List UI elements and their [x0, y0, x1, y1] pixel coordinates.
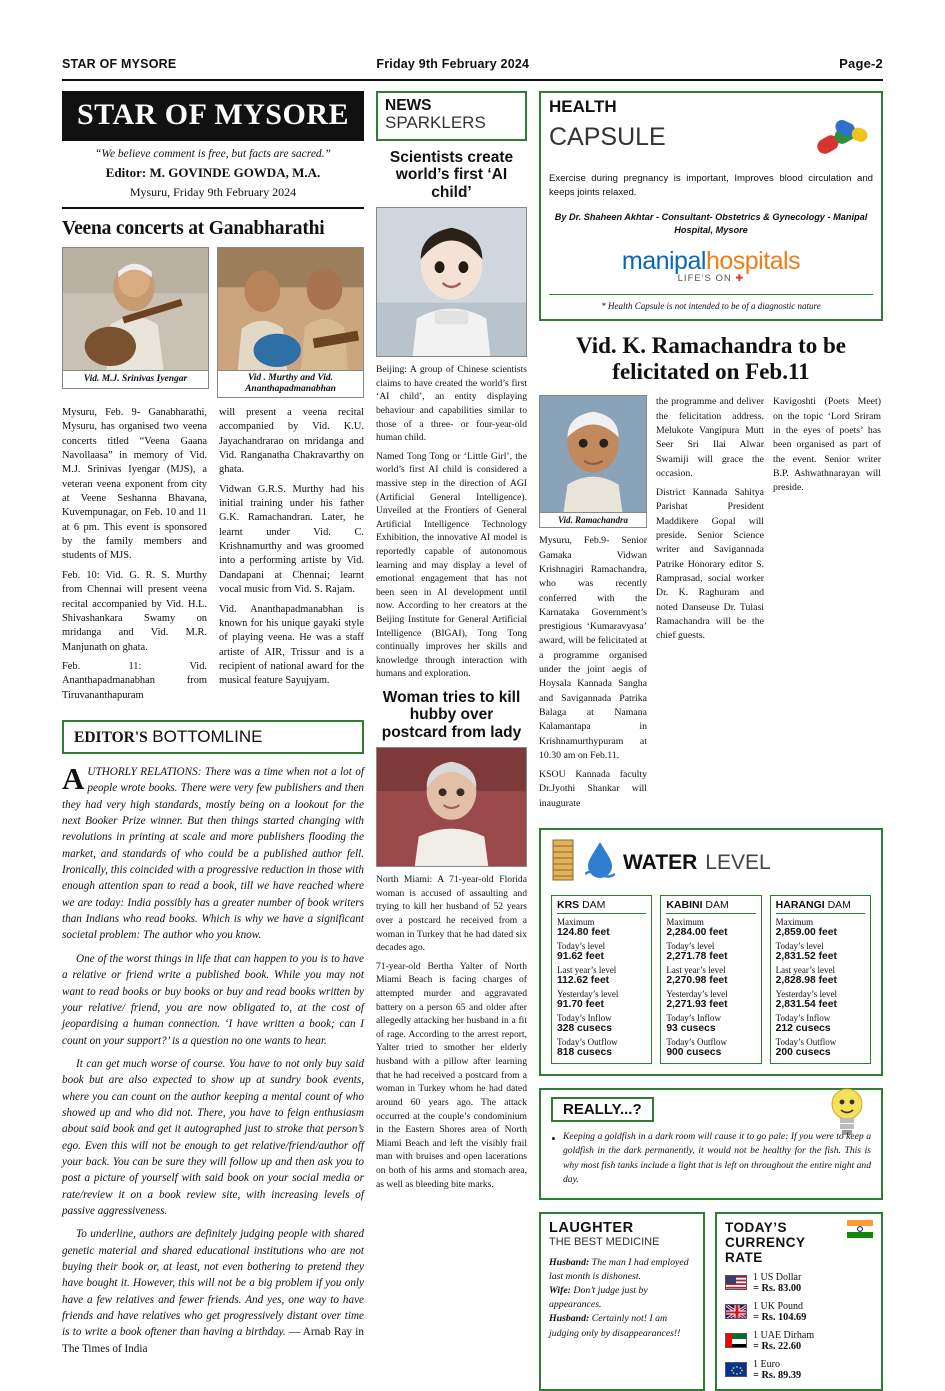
- ramachandra-body: [539, 395, 883, 816]
- currency-value-aed: = Rs. 22.60: [753, 1340, 802, 1352]
- currency-value-gbp: = Rs. 104.69: [753, 1311, 807, 1323]
- dam-kabini-v4: 93 cusecs: [666, 1023, 716, 1035]
- currency-row-aed: [725, 1330, 873, 1352]
- photo-ai-child: [376, 207, 527, 357]
- dam-harangi-l1: Today’s level: [775, 941, 824, 952]
- editors-kicker: EDITOR'S: [74, 729, 148, 747]
- dam-krs-l2: Last year’s level: [557, 965, 617, 976]
- dam-harangi-v4: 212 cusecs: [775, 1023, 831, 1035]
- veena-body: [62, 406, 364, 708]
- currency-value-usd: = Rs. 83.00: [753, 1282, 802, 1294]
- dam-kabini-v0: 2,284.00 feet: [666, 927, 728, 939]
- dam-kabini-v2: 2,270.98 feet: [666, 975, 728, 987]
- joke-line-3: Certainly not! I am judging only by disappearances!!: [549, 1313, 681, 1339]
- dam-kabini-l0: Maximum: [666, 917, 704, 928]
- paper-name: STAR OF MYSORE: [62, 57, 177, 71]
- dam-kabini-name: KABINI: [666, 899, 703, 912]
- dam-krs-name: KRS: [557, 899, 580, 912]
- ramachandra-col2: [656, 395, 764, 816]
- water-title-2: LEVEL: [705, 850, 771, 874]
- dam-krs-v4: 328 cusecs: [557, 1023, 612, 1035]
- really-text: • Keeping a goldfish in a dark room will cause it to go pale: If you were to keep a goldfish in the dark permanently, it would not be healthy for the fish. This is why most fish tanks include a light that is left on throughout the entire night and day.: [551, 1130, 871, 1188]
- editors-bottomline-header: [62, 720, 364, 754]
- health-disclaimer: * Health Capsule is not intended to be of a diagnostic nature: [549, 294, 873, 311]
- health-byline: By Dr. Shaheen Akhtar - Consultant- Obstetrics & Gynecology - Manipal Hospital, Mysore: [554, 211, 868, 235]
- veena-body-col1: [62, 406, 207, 708]
- editors-dropcap: A: [62, 761, 85, 797]
- joke-speaker-2: Wife:: [549, 1285, 571, 1297]
- editors-p4-text: To underline, authors are definitely judging people with shared genetic material and shared educational institutions who are not buying their book or, at least, not even bothering to pretend they have bought it. However, this will not be a big problem if you only have a few relatives and fewer friends. And yes, one way to have friends and have relatives who get progressively distant over time is to write a book oftener than having a birthday.: [62, 1228, 364, 1339]
- ai-child-p1: Beijing: A group of Chinese scientists claims to have created the world’s first ‘AI child’, an entity displaying behaviour and capabilities similar to those of a three- or four-year-old human child.: [376, 364, 527, 444]
- water-drop-icon: [585, 840, 615, 885]
- currency-name-eur: 1 Euro: [753, 1358, 780, 1370]
- joke-text: [549, 1256, 695, 1341]
- page-number: Page-2: [839, 56, 883, 71]
- veena-body-col2: [219, 406, 364, 708]
- ai-child-body: [376, 363, 527, 681]
- news-kicker: NEWS: [385, 97, 432, 114]
- dam-krs-v1: 91.62 feet: [557, 951, 604, 963]
- ramachandra-p5: Kavigoshti (Poets Meet) on the topic ‘Lord Sriram in the eyes of poets’ has been organised as part of the event. Senior writer B.P. Ashwathnarayan will preside.: [773, 396, 881, 494]
- photo-ramachandra: [539, 395, 647, 513]
- ramachandra-photo-caption: Vid. Ramachandra: [539, 513, 647, 528]
- ramachandra-p2: KSOU Kannada faculty Dr.Jyothi Shankar will inaugurate: [539, 769, 647, 809]
- veena-p5: Vidwan G.R.S. Murthy had his initial training under his father G.K. Ramachandran. Later, he learnt under Vid. C. Krishnamurthy and was groomed into a performing artiste by Vid. Dandapani at Chennai; learnt vocal music from Vid. S. Rajam.: [219, 483, 364, 596]
- dam-krs-l5: Today’s Outflow: [557, 1037, 618, 1048]
- currency-row-gbp: [725, 1301, 873, 1323]
- water-level-box: [539, 828, 883, 1076]
- dam-kabini-l3: Yesterday’s level: [666, 989, 728, 1000]
- currency-title: TODAY’S: [725, 1219, 788, 1235]
- manipal-tagline: LIFE'S ON: [677, 272, 732, 284]
- really-title: REALLY...?: [551, 1097, 654, 1122]
- health-tip: Exercise during pregnancy is important, Improves blood circulation and keeps joints relaxed.: [549, 173, 873, 199]
- eu-flag-icon: [725, 1362, 747, 1377]
- ramachandra-col1: [539, 534, 647, 811]
- veena-caption-1: Vid. M.J. Srinivas Iyengar: [62, 371, 209, 389]
- really-box: [539, 1088, 883, 1200]
- editors-p3: It can get much worse of course. You have to not only buy said book but are also expected to show up at sundry book events, where you can count on the author keeping a mental count of who showed up and who did not. There, you have to feign enthusiasm about said book and get it autographed just to stroke that person’s ego. Even this will not be enough to get relative/friend/author off your back. You can be sure they will follow up and then ask you to post a picture of yourself with said book on your social media or rate/review it on a book review site, with increasing levels of passive aggressiveness.: [62, 1057, 364, 1217]
- dam-harangi-v1: 2,831.52 feet: [775, 951, 837, 963]
- laughter-title: LAUGHTER: [549, 1219, 634, 1236]
- water-level-header: [551, 838, 871, 887]
- joke-line-1: The man I had employed last month is dishonest.: [549, 1256, 689, 1282]
- dam-krs-l1: Today’s level: [557, 941, 606, 952]
- dam-kabini-suffix: DAM: [705, 899, 729, 912]
- ai-child-headline: Scientists create world’s first ‘AI child’: [389, 149, 514, 201]
- ramachandra-p3: the programme and deliver the felicitation address. Melukote Vangipura Mutt Seer Sri Ilai Alwar Swamiji will grace the occasion.: [656, 396, 764, 479]
- bottom-boxes: [539, 1212, 883, 1391]
- joke-speaker-3: Husband:: [549, 1313, 590, 1325]
- uk-flag-icon: [725, 1304, 747, 1319]
- masthead-motto: “We believe comment is free, but facts are sacred.”: [95, 148, 331, 160]
- page-columns: [62, 91, 883, 1391]
- woman-kill-p2: 71-year-old Bertha Yalter of North Miami Beach is facing charges of attempted murder and aggravated battery on a person 65 and older after allegedly attacking her husband in a fit of rage. According to the arrest report, Yalter tried to smother her elderly husband with a pillow after learning that he had received a postcard from a woman in Turkey whom he had dated around 60 years ago. The attack occurred at the couple’s condominium in the Eastern Shores area of North Miami Beach and left the visibly frail man with bruises and open lacerations on both of his arms and stomach area, as well as bleeding bite marks.: [376, 960, 527, 1190]
- veena-photo-2: [217, 247, 364, 398]
- masthead-editor: Editor: M. GOVINDE GOWDA, M.A.: [105, 165, 321, 180]
- column-middle: [376, 91, 527, 1391]
- veena-caption-2: Vid . Murthy and Vid. Ananthapadmanabhan: [217, 371, 364, 398]
- dam-krs-l3: Yesterday’s level: [557, 989, 619, 1000]
- us-flag-icon: [725, 1275, 747, 1290]
- dam-kabini-l2: Last year’s level: [666, 965, 726, 976]
- dam-harangi-v3: 2,831.54 feet: [775, 999, 837, 1011]
- veena-p6: Vid. Ananthapadmanabhan is known for his unique gayaki style of playing veena. He was a staff artiste of AIR, Trissur and is a recipient of national award for the musical feature Sayujyam.: [219, 603, 364, 687]
- dam-krs-suffix: DAM: [582, 899, 606, 912]
- dam-harangi-v2: 2,828.98 feet: [775, 975, 837, 987]
- veena-headline: Veena concerts at Ganabharathi: [62, 218, 325, 239]
- dam-krs-v0: 124.80 feet: [557, 927, 610, 939]
- currency-value-eur: = Rs. 89.39: [753, 1369, 802, 1381]
- dam-krs-l0: Maximum: [557, 917, 595, 928]
- manipal-logo: [549, 247, 873, 284]
- ramachandra-headline: Vid. K. Ramachandra to be felicitated on Feb.11: [575, 332, 847, 384]
- ramachandra-p1: Mysuru, Feb.9- Senior Gamaka Vidwan Krishnagiri Ramachandra, who was recently conferred with the Karnataka Government’s prestigious ‘Kumaravyasa’ award, will be felicitated at a programme organised under the joint aegis of Hoysala Kannada Sangha and Savigannada Patrika Balaga at Namana Kalamantapa in Krishnamurthypuram at 10.30 am on Feb.11.: [539, 535, 647, 761]
- editors-p2: One of the worst things in life that can happen to you is to have a relative or friend write a published book. While you may not want to read books or buy books or buy and read books written by your relative/ friend, you are now obligated to, at the cost of jeopardising a human connection. ‘I have written a book; can I count on your support?’ is a question no one wants to hear.: [62, 952, 364, 1047]
- currency-name-usd: 1 US Dollar: [753, 1271, 802, 1283]
- ramachandra-p4: District Kannada Sahitya Parishat President Maddikere Gopal will preside. Senior Science writer and Savigannada Patrike Honorary editor S. Ramprasad, social worker Dr. K. Raghuram and noted Danseuse Dr. Tulasi Ramachandra will be the chief guests.: [656, 487, 764, 642]
- photo-bertha-yalter: [376, 747, 527, 867]
- dam-harangi-suffix: DAM: [827, 899, 851, 912]
- editors-bottomline-body: [62, 761, 364, 1357]
- editors-p4: [62, 1226, 364, 1357]
- dam-kabini-v3: 2,271.93 feet: [666, 999, 728, 1011]
- water-title-1: WATER: [623, 850, 698, 874]
- dam-harangi-l0: Maximum: [775, 917, 814, 928]
- joke-line-2: Don’t judge just by appearances.: [549, 1285, 648, 1311]
- india-flag-icon: [847, 1220, 873, 1243]
- masthead-place-date: Mysuru, Friday 9th February 2024: [62, 185, 364, 209]
- veena-photo-1: [62, 247, 209, 398]
- uae-flag-icon: [725, 1333, 747, 1348]
- dam-krs-v3: 91.70 feet: [557, 999, 604, 1011]
- dam-harangi-l3: Yesterday’s level: [775, 989, 837, 1000]
- dam-krs-l4: Today’s Inflow: [557, 1013, 612, 1024]
- health-kicker: HEALTH: [549, 97, 617, 116]
- news-sparklers-header: [376, 91, 527, 141]
- veena-p1: Mysuru, Feb. 9- Ganabharathi, Mysuru, has organised two veena concerts titled “Veena Gaana Navollaasa” in memory of Vid. M.J. Srinivas Iyengar (MJS), a veteran veena exponent from city at Veene Seshanna Bhavana, Kuvempunagar, on Feb. 10 and 11 at 6 pm. This event is sponsored by the family members and students of MJS.: [62, 406, 207, 562]
- editors-p1-text: UTHORLY RELATIONS: There was a time when not a lot of people wrote books. There were very few publishers and then they had very high standards, mostly being on a lookout for the next Booker Prize winner. But then things started changing with revolutions in printing at scale and more publishers flooding the market, and standards of who could be a published author fell. Ironically, this coincided with a progressive reduction in those with enough attention span to read a book, till we have reached where we are today: India possibly has a greater number of book writers than Indians who read books. Which is why we have a significant societal problem: The author who you know.: [62, 766, 364, 942]
- woman-kill-p1: North Miami: A 71-year-old Florida woman is accused of assaulting and trying to kill her husband of 52 years over a postcard he received from a woman in Turkey that he had dated six decades ago.: [376, 874, 527, 954]
- dam-kabini-l1: Today’s level: [666, 941, 715, 952]
- dam-kabini-l5: Today’s Outflow: [666, 1037, 727, 1048]
- ramachandra-photo-col: [539, 395, 647, 816]
- photo-murthy-ananthapadmanabhan: [217, 247, 364, 371]
- editors-p1: [62, 761, 364, 944]
- veena-p3: Feb. 11: Vid. Ananthapadmanabhan from Tiruvananthapuram: [62, 660, 207, 701]
- currency-name-gbp: 1 UK Pound: [753, 1300, 804, 1312]
- veena-p2: Feb. 10: Vid. G. R. S. Murthy from Chennai will present veena recital accompanied by Vid. H.L. Shivashankara Swamy on mridanga and Vid. M.R. Manjunath on ghata.: [62, 569, 207, 653]
- dam-harangi-l4: Today’s Inflow: [775, 1013, 831, 1024]
- dam-harangi-l5: Today’s Outflow: [775, 1037, 837, 1048]
- health-capsule: [539, 91, 883, 321]
- dam-kabini: [660, 895, 761, 1064]
- dam-harangi-v0: 2,859.00 feet: [775, 927, 837, 939]
- dam-kabini-v1: 2,271.78 feet: [666, 951, 728, 963]
- currency-name-aed: 1 UAE Dirham: [753, 1329, 815, 1341]
- capsule-icon: [811, 117, 873, 162]
- ai-child-p2: Named Tong Tong or ‘Little Girl’, the world’s first AI child is considered a massive step in the direction of AGI (Artificial General Intelligence). Unveiled at the Frontiers of General Artificial Intelligence Technology Exhibition, the innovative AI model is reportedly capable of autonomous learning and may display a level of emotional engagement that has not been seen in AI development until now. According to her creators at the Beijing Institute for General Artificial Intelligence (BIGAI), Tong Tong continually improves her skills and knowledge through interaction with humans and exploration.: [376, 450, 527, 680]
- photo-srinivas-iyengar: [62, 247, 209, 371]
- ramachandra-col3: [773, 395, 881, 816]
- currency-row-eur: [725, 1359, 873, 1381]
- page-header: [62, 56, 883, 81]
- column-right: [539, 91, 883, 1391]
- woman-kill-headline: Woman tries to kill hubby over postcard from lady: [381, 689, 522, 741]
- dam-harangi-l2: Last year’s level: [775, 965, 835, 976]
- joke-speaker-1: Husband:: [549, 1256, 590, 1268]
- veena-p4: will present a veena recital accompanied by Vid. K.U. Jayachandrarao on mridanga and Vid. Ranganatha Chakravarthy on ghata.: [219, 406, 364, 476]
- dam-krs: [551, 895, 652, 1064]
- health-title: CAPSULE: [549, 123, 666, 151]
- dam-krs-v5: 818 cusecs: [557, 1047, 612, 1059]
- dam-harangi-v5: 200 cusecs: [775, 1047, 831, 1059]
- news-title: SPARKLERS: [385, 113, 486, 132]
- issue-date: Friday 9th February 2024: [376, 57, 530, 71]
- veena-photos: [62, 247, 364, 398]
- manipal-brand-1: manipal: [621, 246, 706, 275]
- water-gauge-icon: [551, 838, 577, 887]
- laughter-subtitle: THE BEST MEDICINE: [549, 1235, 660, 1248]
- woman-kill-body: [376, 873, 527, 1191]
- editors-title: BOTTOMLINE: [152, 727, 263, 747]
- dams-list: [551, 895, 871, 1064]
- manipal-brand-2: hospitals: [705, 246, 801, 275]
- cross-icon: ✚: [735, 272, 745, 284]
- dam-kabini-l4: Today’s Inflow: [666, 1013, 721, 1024]
- currency-row-usd: [725, 1272, 873, 1294]
- dam-harangi: [770, 895, 871, 1064]
- currency-box: [715, 1212, 883, 1391]
- editors-credit: — Arnab Ray in The Times of India: [62, 1326, 364, 1355]
- dam-kabini-v5: 900 cusecs: [666, 1047, 722, 1059]
- column-left: [62, 91, 364, 1391]
- currency-subtitle: CURRENCY RATE: [725, 1234, 806, 1265]
- masthead-title: STAR OF MYSORE: [62, 91, 364, 141]
- laughter-box: [539, 1212, 705, 1391]
- dam-harangi-name: HARANGI: [775, 899, 825, 912]
- dam-krs-v2: 112.62 feet: [557, 975, 610, 987]
